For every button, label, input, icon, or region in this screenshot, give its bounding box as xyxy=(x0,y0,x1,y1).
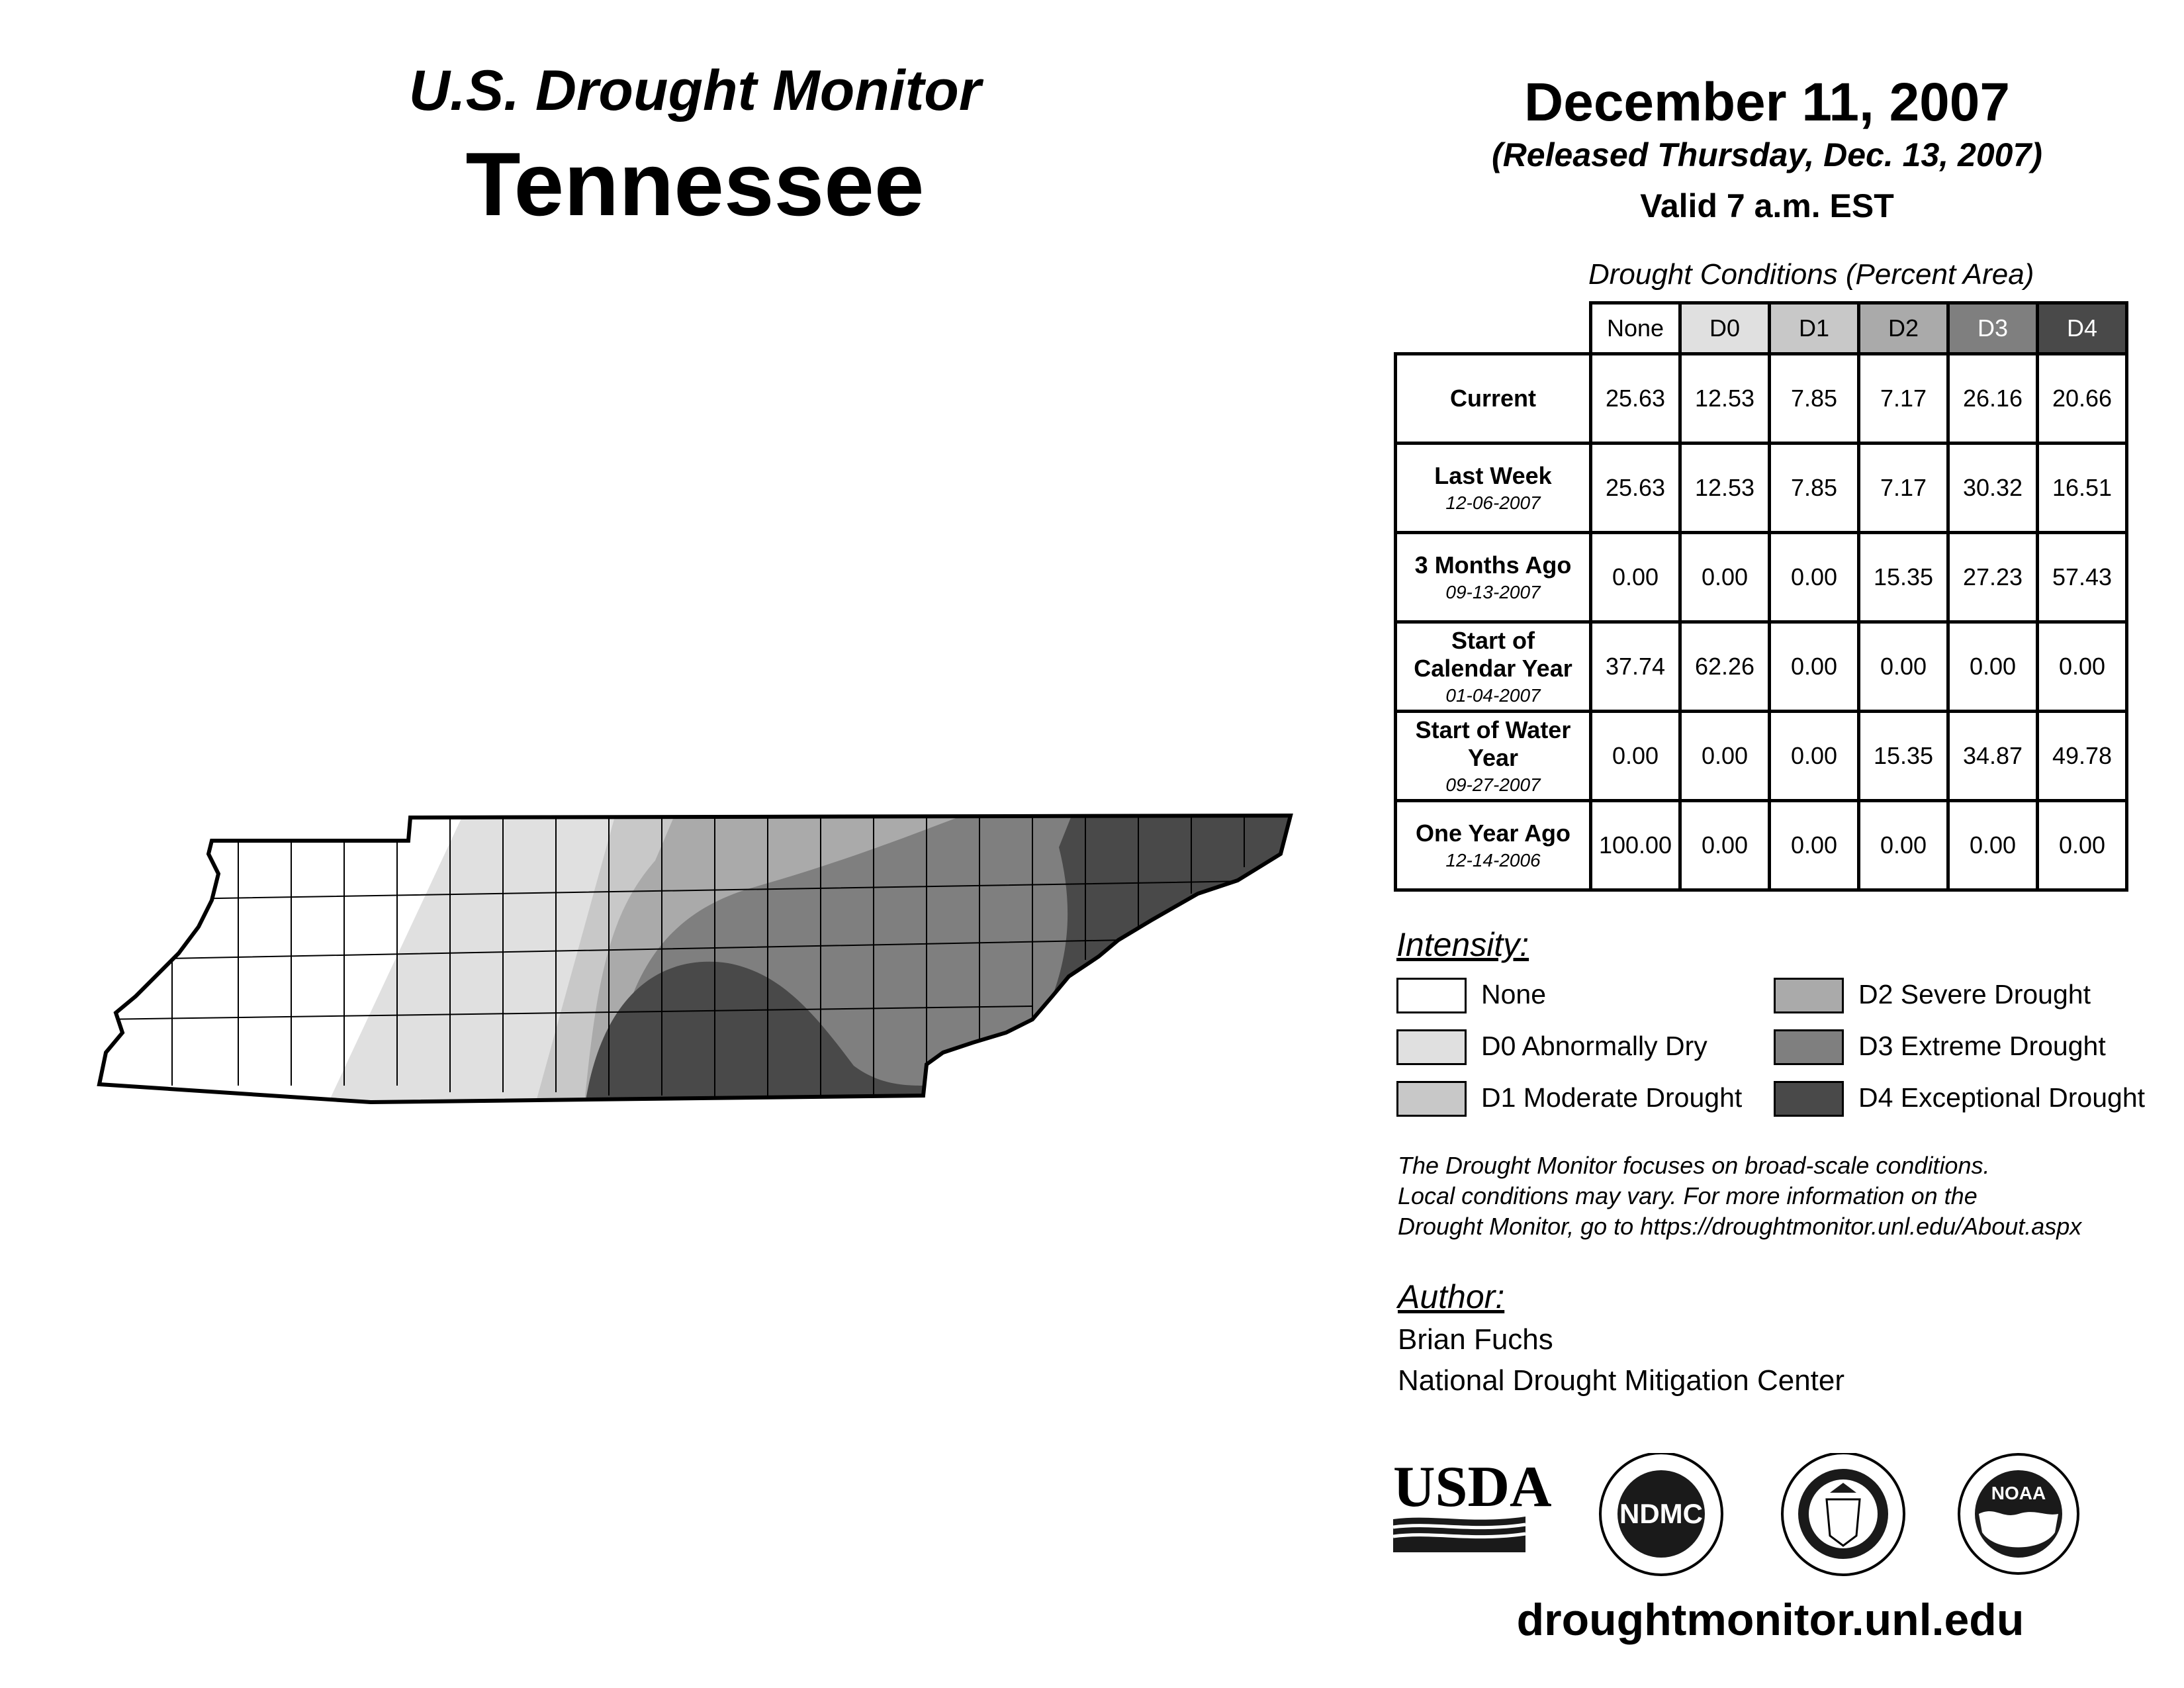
table-cell: 26.16 xyxy=(1948,354,2038,444)
table-cell: 34.87 xyxy=(1948,712,2038,801)
tennessee-drought-map xyxy=(0,0,1324,1158)
legend-label: D1 Moderate Drought xyxy=(1481,1082,1743,1113)
table-cell: 100.00 xyxy=(1591,801,1680,890)
row-date: 09-13-2007 xyxy=(1445,582,1541,602)
row-date: 01-04-2007 xyxy=(1445,685,1541,706)
table-cell: 0.00 xyxy=(1680,533,1770,622)
table-cell: 30.32 xyxy=(1948,444,2038,533)
drought-conditions-table xyxy=(1394,301,2128,892)
row-label xyxy=(1396,533,1591,622)
table-caption: Drought Conditions (Percent Area) xyxy=(1588,258,2034,291)
row-date: 12-14-2006 xyxy=(1445,850,1541,870)
table-cell: 0.00 xyxy=(1859,801,1948,890)
table-cell: 7.17 xyxy=(1859,354,1948,444)
table-row xyxy=(1396,801,2127,890)
release-date: (Released Thursday, Dec. 13, 2007) xyxy=(1492,136,2042,173)
table-cell: 12.53 xyxy=(1680,444,1770,533)
table-cell: 0.00 xyxy=(1770,801,1859,890)
legend-swatch xyxy=(1396,1081,1467,1117)
noaa-logo xyxy=(1959,1454,2078,1573)
author-name: Brian Fuchs xyxy=(1398,1323,1553,1356)
row-label-text: 3 Months Ago xyxy=(1414,551,1572,579)
table-cell: 0.00 xyxy=(1591,712,1680,801)
table-row xyxy=(1396,444,2127,533)
note-line: The Drought Monitor focuses on broad-scale conditions. xyxy=(1398,1152,1990,1179)
table-cell: 7.85 xyxy=(1770,354,1859,444)
legend-swatch xyxy=(1774,978,1844,1013)
table-header-row xyxy=(1396,303,2127,354)
legend-label: None xyxy=(1481,979,1547,1009)
usda-logo xyxy=(1393,1455,1552,1552)
map-date: December 11, 2007 xyxy=(1524,72,2010,132)
row-label xyxy=(1396,712,1591,801)
author-block xyxy=(1398,1319,1844,1401)
map-title: U.S. Drought Monitor xyxy=(408,59,981,122)
legend-label: D4 Exceptional Drought xyxy=(1858,1082,2146,1113)
table-cell: 16.51 xyxy=(2038,444,2127,533)
table-cell: 0.00 xyxy=(1859,622,1948,712)
table-cell: 27.23 xyxy=(1948,533,2038,622)
table-cell: 25.63 xyxy=(1591,354,1680,444)
table-cell: 12.53 xyxy=(1680,354,1770,444)
table-row xyxy=(1396,622,2127,712)
row-label-text: Start of Water Year xyxy=(1415,716,1571,771)
table-cell: 0.00 xyxy=(1680,801,1770,890)
table-cell: 0.00 xyxy=(1770,622,1859,712)
legend-label: D2 Severe Drought xyxy=(1858,979,2091,1009)
row-label xyxy=(1396,622,1591,712)
row-date: 12-06-2007 xyxy=(1445,492,1541,513)
table-corner xyxy=(1396,303,1591,354)
col-d1: D1 xyxy=(1770,303,1859,354)
table-cell: 0.00 xyxy=(1770,712,1859,801)
table-cell: 15.35 xyxy=(1859,712,1948,801)
ndmc-text: NDMC xyxy=(1619,1498,1703,1529)
table-cell: 0.00 xyxy=(1591,533,1680,622)
col-d3: D3 xyxy=(1948,303,2038,354)
valid-time: Valid 7 a.m. EST xyxy=(1640,187,1894,224)
row-label-text: Current xyxy=(1449,385,1536,412)
legend-swatch xyxy=(1774,1029,1844,1065)
legend-title: Intensity: xyxy=(1396,926,1529,963)
col-d0: D0 xyxy=(1680,303,1770,354)
author-org: National Drought Mitigation Center xyxy=(1398,1364,1845,1397)
table-cell: 49.78 xyxy=(2038,712,2127,801)
table-row xyxy=(1396,533,2127,622)
row-date: 09-27-2007 xyxy=(1445,774,1541,795)
website-url[interactable]: droughtmonitor.unl.edu xyxy=(1516,1595,2025,1645)
table-cell: 37.74 xyxy=(1591,622,1680,712)
table-cell: 0.00 xyxy=(1948,801,2038,890)
legend-label: D0 Abnormally Dry xyxy=(1481,1031,1707,1061)
row-label-text: Last Week xyxy=(1434,462,1552,489)
legend-swatch xyxy=(1774,1081,1844,1117)
note-line: Drought Monitor, go to https://droughtmonitor.unl.edu/About.aspx xyxy=(1398,1213,2082,1240)
legend-swatch xyxy=(1396,1029,1467,1065)
note-line: Local conditions may vary. For more information on the xyxy=(1398,1182,1978,1209)
noaa-text: NOAA xyxy=(1991,1483,2046,1503)
table-cell: 25.63 xyxy=(1591,444,1680,533)
col-d2: D2 xyxy=(1859,303,1948,354)
usda-text: USDA xyxy=(1393,1455,1552,1519)
table-cell: 20.66 xyxy=(2038,354,2127,444)
commerce-logo xyxy=(1782,1453,1904,1575)
ndmc-logo xyxy=(1600,1453,1722,1575)
row-label-text: One Year Ago xyxy=(1415,820,1571,847)
row-label-text: Start of Calendar Year xyxy=(1414,627,1572,682)
row-label xyxy=(1396,801,1591,890)
disclaimer-note xyxy=(1398,1150,2081,1242)
table-cell: 0.00 xyxy=(1680,712,1770,801)
table-cell: 0.00 xyxy=(2038,622,2127,712)
table-cell: 0.00 xyxy=(1948,622,2038,712)
col-none: None xyxy=(1591,303,1680,354)
row-label xyxy=(1396,444,1591,533)
table-cell: 15.35 xyxy=(1859,533,1948,622)
col-d4: D4 xyxy=(2038,303,2127,354)
table-cell: 0.00 xyxy=(1770,533,1859,622)
state-name: Tennessee xyxy=(465,134,925,234)
legend-label: D3 Extreme Drought xyxy=(1858,1031,2106,1061)
table-cell: 7.85 xyxy=(1770,444,1859,533)
table-cell: 7.17 xyxy=(1859,444,1948,533)
partner-logos xyxy=(1393,1453,2121,1579)
table-row xyxy=(1396,354,2127,444)
author-title: Author: xyxy=(1398,1278,1505,1315)
row-label xyxy=(1396,354,1591,444)
table-cell: 0.00 xyxy=(2038,801,2127,890)
table-cell: 62.26 xyxy=(1680,622,1770,712)
table-row xyxy=(1396,712,2127,801)
table-cell: 57.43 xyxy=(2038,533,2127,622)
legend-swatch xyxy=(1396,978,1467,1013)
